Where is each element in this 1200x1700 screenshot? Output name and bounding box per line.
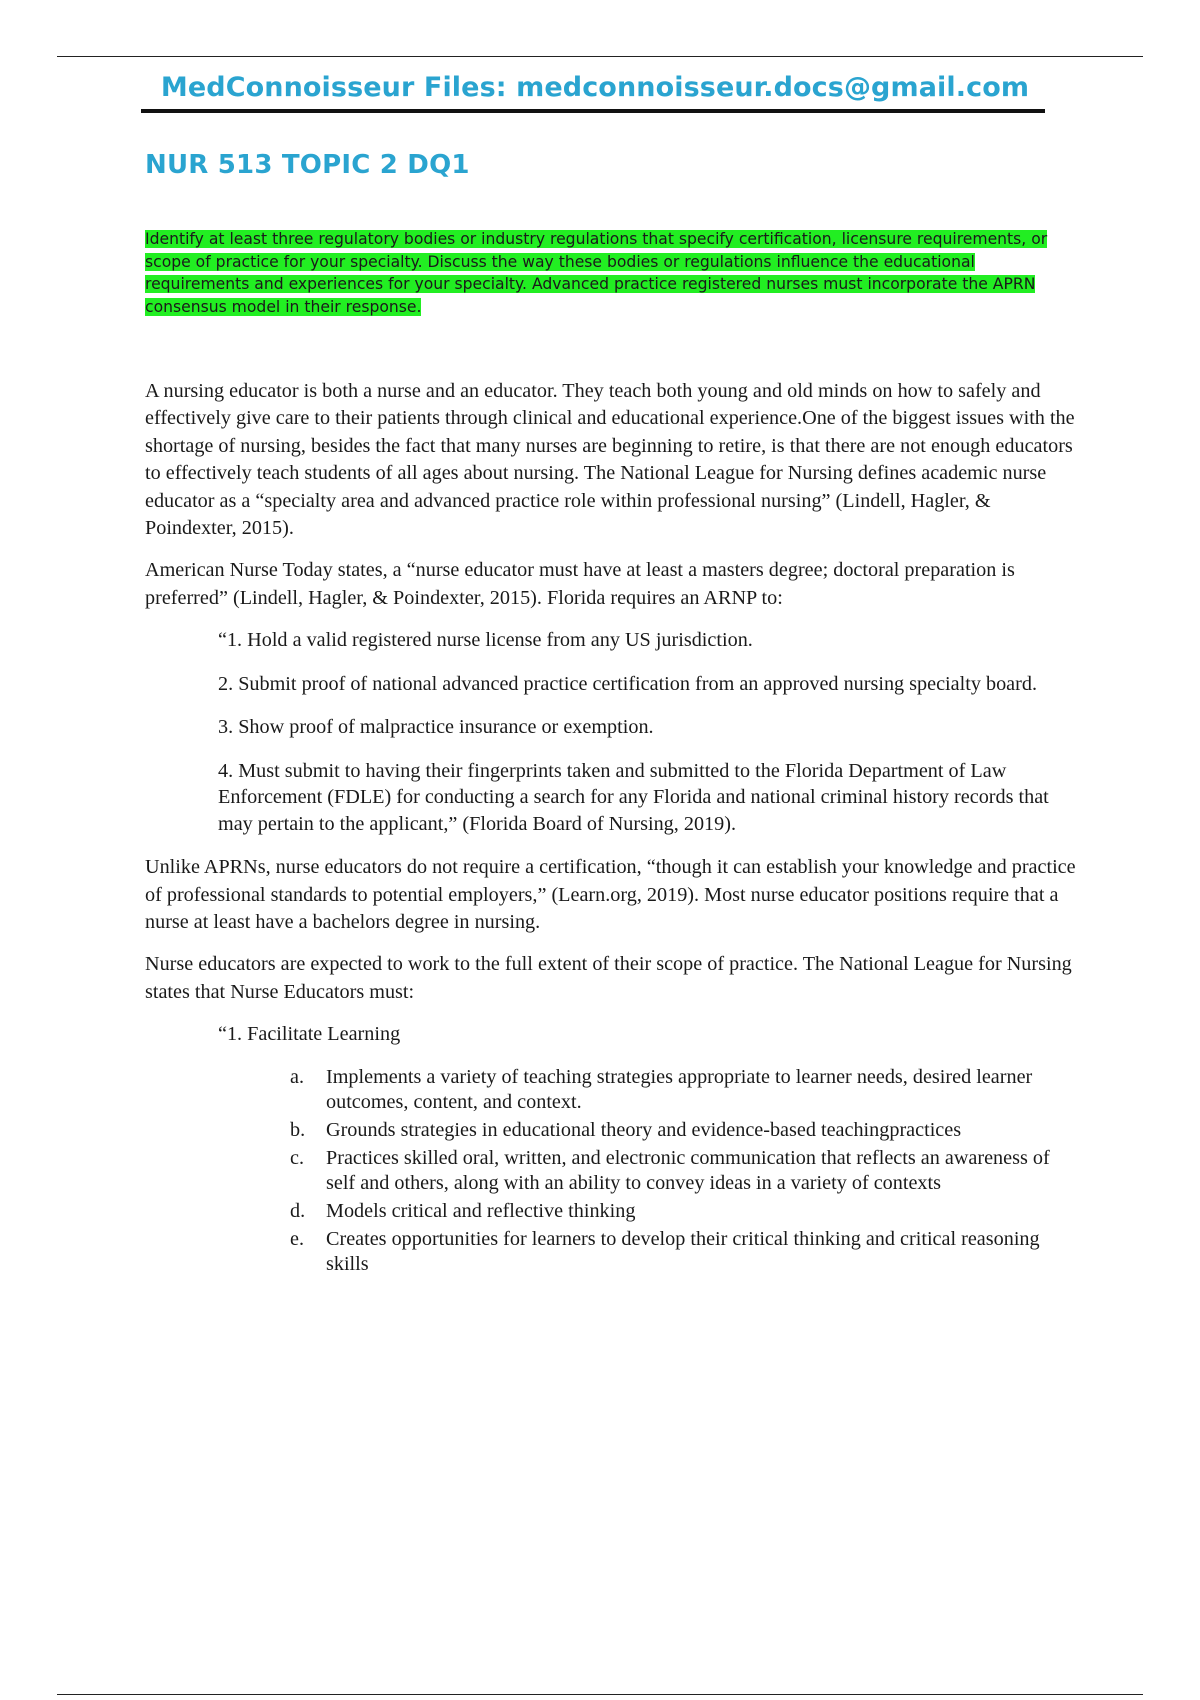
paragraph-degree: American Nurse Today states, a “nurse educator must have at least a masters degree; doctoral preparation is preferred” (Lindell, Hagler, & Poindexter, 2015). Florida requires an ARNP to:	[145, 559, 1015, 609]
list-item	[290, 1118, 1080, 1143]
page-top-rule	[57, 56, 1143, 57]
list-item	[290, 1227, 1080, 1277]
competency-heading: “1. Facilitate Learning	[218, 1023, 401, 1046]
list-marker: e.	[290, 1227, 305, 1250]
list-marker: d.	[290, 1199, 306, 1222]
florida-requirements	[218, 627, 1080, 837]
list-item	[290, 1146, 1080, 1196]
list-item-text: Grounds strategies in educational theory and evidence-based teachingpractices	[326, 1118, 962, 1141]
competency-section	[218, 1021, 1080, 1048]
list-marker: c.	[290, 1146, 305, 1169]
header-underline	[141, 109, 1045, 113]
competency-list	[145, 1065, 1080, 1277]
document-title: NUR 513 TOPIC 2 DQ1	[145, 150, 470, 180]
header-contact: MedConnoisseur Files: medconnoisseur.docs@gmail.com	[160, 72, 1030, 103]
list-item-text: Models critical and reflective thinking	[326, 1199, 636, 1222]
paragraph-scope: Nurse educators are expected to work to the full extent of their scope of practice. The National League for Nursing states that Nurse Educators must:	[145, 953, 1072, 1003]
discussion-prompt	[145, 228, 1080, 318]
requirement-item: “1. Hold a valid registered nurse license from any US jurisdiction.	[218, 629, 753, 652]
list-item-text: Creates opportunities for learners to develop their critical thinking and critical reasoning skills	[326, 1227, 1040, 1275]
requirement-item: 4. Must submit to having their fingerprints taken and submitted to the Florida Department of Law Enforcement (FDLE) for conducting a search for any Florida and national criminal history records that may pertain to the applicant,” (Florida Board of Nursing, 2019).	[218, 759, 1049, 835]
list-marker: b.	[290, 1118, 306, 1141]
list-item	[290, 1065, 1080, 1115]
page-bottom-rule	[57, 1694, 1143, 1695]
list-item-text: Implements a variety of teaching strategies appropriate to learner needs, desired learner outcomes, content, and context.	[326, 1065, 1033, 1113]
paragraph-certification: Unlike APRNs, nurse educators do not require a certification, “though it can establish your knowledge and practice of professional standards to potential employers,” (Learn.org, 2019). Most nurse educator positions require that a nurse at least have a bachelors degree in nursing.	[145, 856, 1076, 934]
requirement-item: 2. Submit proof of national advanced practice certification from an approved nursing specialty board.	[218, 672, 1037, 695]
paragraph-intro: A nursing educator is both a nurse and an educator. They teach both young and old minds on how to safely and effectively give care to their patients through clinical and educational experience.One of the biggest issues with the shortage of nursing, besides the fact that many nurses are beginning to retire, is that there are not enough educators to effectively teach students of all ages about nursing. The National League for Nursing defines academic nurse educator as a “specialty area and advanced practice role within professional nursing” (Lindell, Hagler, & Poindexter, 2015).	[145, 380, 1075, 540]
document-body	[145, 150, 1080, 1280]
list-item	[290, 1199, 1080, 1224]
requirement-item: 3. Show proof of malpractice insurance or exemption.	[218, 716, 654, 739]
list-item-text: Practices skilled oral, written, and electronic communication that reflects an awareness of self and others, along with an ability to convey ideas in a variety of contexts	[326, 1146, 1050, 1194]
list-marker: a.	[290, 1065, 305, 1088]
prompt-highlight: Identify at least three regulatory bodies or industry regulations that specify certification, licensure requirements, or scope of practice for your specialty. Discuss the way these bodies or regulations influence the educational requirements and experiences for your specialty. Advanced practice registered nurses must incorporate the APRN consensus model in their response.	[145, 230, 1048, 316]
